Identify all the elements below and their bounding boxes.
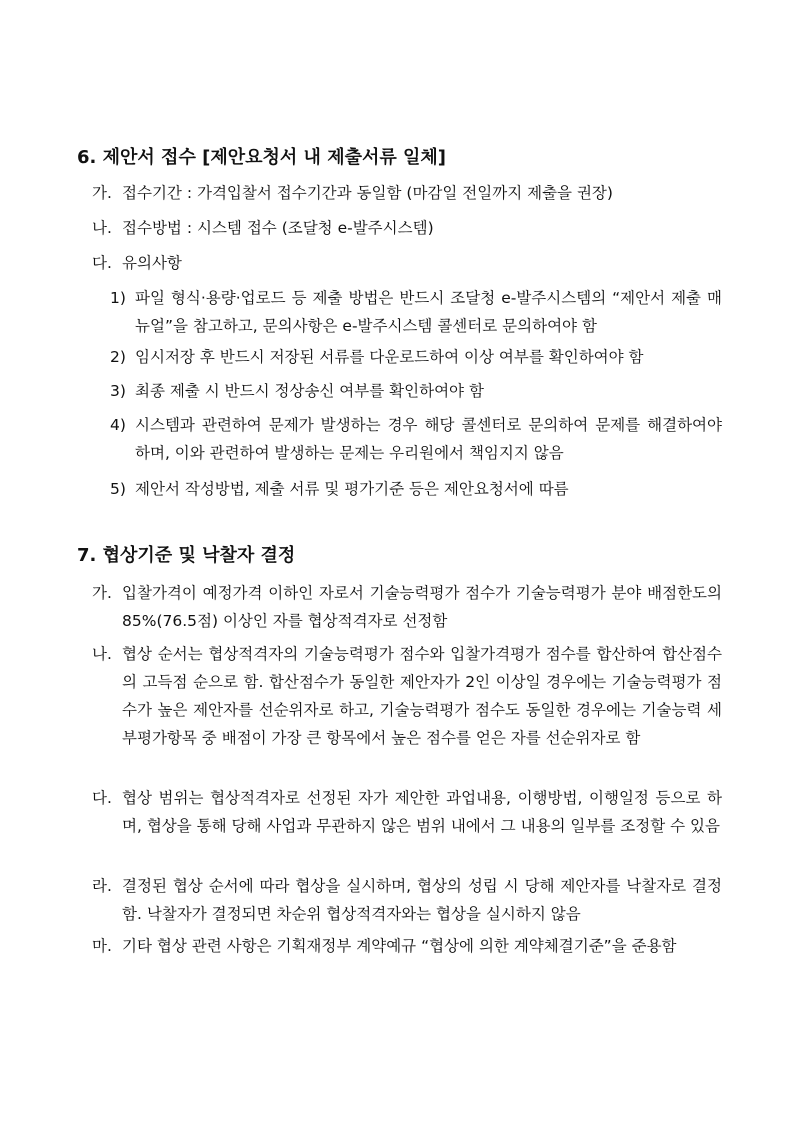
item-marker: 다. xyxy=(92,254,112,272)
section-6-heading: 6. 제안서 접수 [제안요청서 내 제출서류 일체] xyxy=(77,147,447,168)
section-7-item-da xyxy=(92,784,722,840)
note-text: 파일 형식·용량·업로드 등 제출 방법은 반드시 조달청 e-발주시스템의 “제안서 제출 매뉴얼”을 참고하고, 문의사항은 e-발주시스템 콜센터로 문의하여야 함 xyxy=(135,289,722,335)
note-4 xyxy=(110,411,722,467)
item-text: 접수기간 : 가격입찰서 접수기간과 동일함 (마감일 전일까지 제출을 권장) xyxy=(122,184,613,202)
section-7-item-ra xyxy=(92,872,722,928)
note-text: 임시저장 후 반드시 저장된 서류를 다운로드하여 이상 여부를 확인하여야 함 xyxy=(135,348,644,366)
note-marker: 5) xyxy=(110,480,126,498)
note-text: 시스템과 관련하여 문제가 발생하는 경우 해당 콜센터로 문의하여 문제를 해결하여야 하며, 이와 관련하여 발생하는 문제는 우리원에서 책임지지 않음 xyxy=(135,416,722,462)
item-marker: 마. xyxy=(92,937,112,955)
item-text: 결정된 협상 순서에 따라 협상을 실시하며, 협상의 성립 시 당해 제안자를 낙찰자로 결정함. 낙찰자가 결정되면 차순위 협상적격자와는 협상을 실시하지 않음 xyxy=(122,877,722,923)
note-marker: 4) xyxy=(110,416,126,434)
item-marker: 가. xyxy=(92,184,112,202)
item-marker: 나. xyxy=(92,219,112,237)
note-1 xyxy=(110,284,722,340)
item-text: 접수방법 : 시스템 접수 (조달청 e-발주시스템) xyxy=(122,219,434,237)
section-7-heading: 7. 협상기준 및 낙찰자 결정 xyxy=(77,545,296,566)
section-6-item-ga xyxy=(92,179,722,207)
note-marker: 2) xyxy=(110,348,126,366)
note-text: 제안서 작성방법, 제출 서류 및 평가기준 등은 제안요청서에 따름 xyxy=(135,480,569,498)
item-marker: 라. xyxy=(92,877,112,895)
item-text: 입찰가격이 예정가격 이하인 자로서 기술능력평가 점수가 기술능력평가 분야 배점한도의 85%(76.5점) 이상인 자를 협상적격자로 선정함 xyxy=(122,584,722,630)
note-2 xyxy=(110,343,722,371)
note-text: 최종 제출 시 반드시 정상송신 여부를 확인하여야 함 xyxy=(135,382,484,400)
note-marker: 3) xyxy=(110,382,126,400)
note-marker: 1) xyxy=(110,289,126,307)
item-text: 유의사항 xyxy=(122,254,182,272)
item-marker: 나. xyxy=(92,645,112,663)
section-6-item-na xyxy=(92,214,722,242)
item-marker: 다. xyxy=(92,789,112,807)
note-5 xyxy=(110,475,722,503)
item-marker: 가. xyxy=(92,584,112,602)
section-7-item-na xyxy=(92,640,722,752)
item-text: 기타 협상 관련 사항은 기획재정부 계약예규 “협상에 의한 계약체결기준”을 준용함 xyxy=(122,937,677,955)
section-6-item-da xyxy=(92,249,722,277)
note-3 xyxy=(110,377,722,405)
section-7-item-ma xyxy=(92,932,722,960)
section-7-item-ga xyxy=(92,579,722,635)
item-text: 협상 범위는 협상적격자로 선정된 자가 제안한 과업내용, 이행방법, 이행일정 등으로 하며, 협상을 통해 당해 사업과 무관하지 않은 범위 내에서 그 내용의 일부를 조정할 수 있음 xyxy=(122,789,722,835)
item-text: 협상 순서는 협상적격자의 기술능력평가 점수와 입찰가격평가 점수를 합산하여 합산점수의 고득점 순으로 함. 합산점수가 동일한 제안자가 2인 이상일 경우에는 기술능력평가 점수가 높은 제안자를 선순위자로 하고, 기술능력평가 점수도 동일한 경우에는 기술능력 세부평가항목 중 배점이 가장 큰 항목에서 높은 점수를 얻은 자를 선순위자로 함 xyxy=(122,645,722,747)
